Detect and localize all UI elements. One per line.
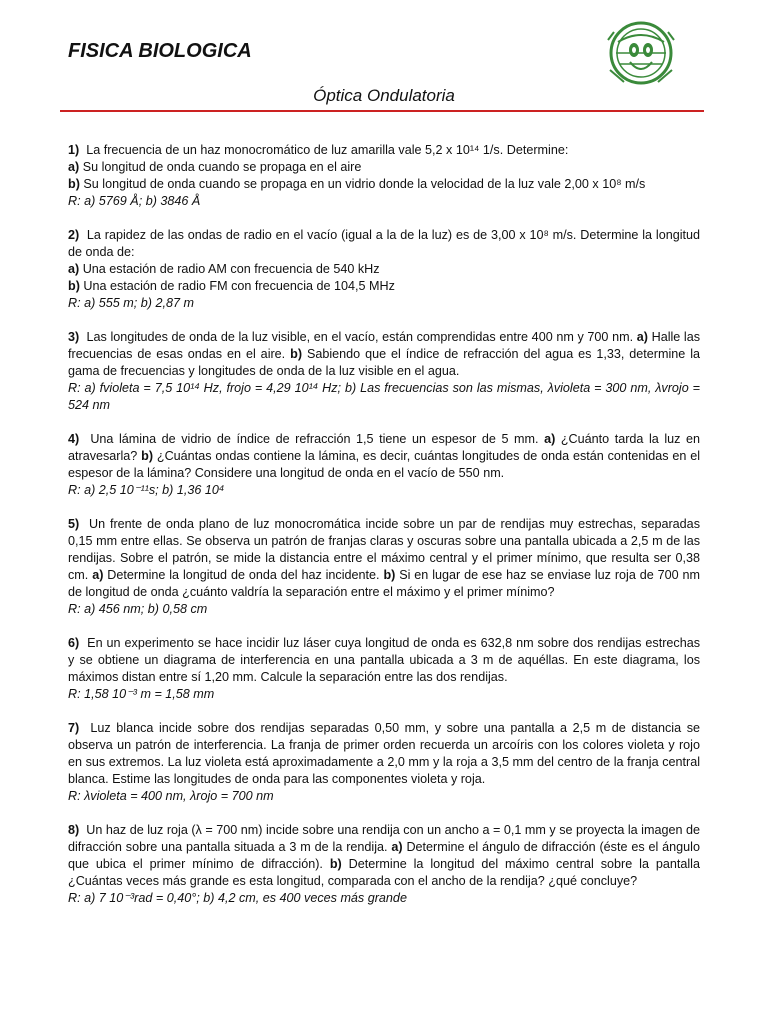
- problem-intro: Un haz de luz roja (λ = 700 nm) incide sobre una rendija con un ancho a = 0,1 mm y se proyecta la imagen de difracción sobre una pantalla situada a 3 m de la rendija.: [68, 823, 701, 854]
- problem-answer: R: λvioleta = 400 nm, λrojo = 700 nm: [68, 789, 274, 803]
- item-label: a): [68, 262, 80, 276]
- problem-intro: La rapidez de las ondas de radio en el vacío (igual a la de la luz) es de 3,00 x 10⁸ m/s. Determine la longitud de onda de:: [68, 228, 701, 259]
- problem-list: [68, 142, 700, 924]
- problem-4: [68, 431, 700, 499]
- item-text: Su longitud de onda cuando se propaga en el aire: [82, 160, 362, 174]
- problem-number: 8): [68, 823, 80, 837]
- problem-3: [68, 329, 700, 414]
- problem-item: [68, 261, 700, 278]
- problem-2: [68, 227, 700, 312]
- item-text: Si en lugar de ese haz se enviase luz roja de 700 nm de longitud de onda ¿cuánto valdría la separación entre el máximo y el primer mínimo?: [68, 568, 701, 599]
- item-text: Determine la longitud del máximo central sobre la pantalla ¿Cuántas veces más grande es esta longitud, comparada con el ancho de la rendija? ¿qué concluye?: [68, 857, 700, 888]
- problem-answer: R: a) 7 10⁻³rad = 0,40°; b) 4,2 cm, es 400 veces más grande: [68, 891, 407, 905]
- problem-intro: Las longitudes de onda de la luz visible, en el vacío, están comprendidas entre 400 nm y 700 nm.: [86, 330, 634, 344]
- problem-statement: [68, 329, 700, 380]
- document-subtitle: Óptica Ondulatoria: [313, 86, 455, 105]
- problem-number: 5): [68, 517, 80, 531]
- item-text: Halle las frecuencias de esas ondas en el aire.: [68, 330, 701, 361]
- problem-answer: R: a) 456 nm; b) 0,58 cm: [68, 602, 208, 616]
- problem-intro: La frecuencia de un haz monocromático de luz amarilla vale 5,2 x 10¹⁴ 1/s. Determine:: [86, 143, 569, 157]
- problem-number: 1): [68, 143, 80, 157]
- problem-1: [68, 142, 700, 210]
- item-label: b): [68, 177, 80, 191]
- item-text: Una estación de radio AM con frecuencia de 540 kHz: [82, 262, 380, 276]
- item-label: b): [141, 449, 154, 463]
- item-text: ¿Cuántas ondas contiene la lámina, es decir, cuántas longitudes de onda están contenidas en el espesor de la lámina? Considere una longitud de onda en el vacío de 550 nm.: [68, 449, 701, 480]
- header-divider: [60, 110, 704, 112]
- problem-statement: [68, 227, 700, 261]
- problem-answer: R: a) 2,5 10⁻¹¹s; b) 1,36 10⁴: [68, 483, 225, 497]
- item-label: a): [544, 432, 556, 446]
- problem-statement: [68, 516, 700, 601]
- problem-number: 6): [68, 636, 80, 650]
- problem-intro: Una lámina de vidrio de índice de refracción 1,5 tiene un espesor de 5 mm.: [90, 432, 539, 446]
- problem-number: 3): [68, 330, 80, 344]
- problem-8: [68, 822, 700, 907]
- item-text: Determine la longitud de onda del haz incidente.: [107, 568, 380, 582]
- problem-5: [68, 516, 700, 618]
- problem-number: 2): [68, 228, 80, 242]
- item-label: b): [383, 568, 396, 582]
- item-text: ¿Cuánto tarda la luz en atravesarla?: [68, 432, 701, 463]
- item-label: b): [68, 279, 80, 293]
- problem-statement: [68, 822, 700, 890]
- problem-number: 4): [68, 432, 80, 446]
- item-label: a): [68, 160, 80, 174]
- item-label: b): [329, 857, 342, 871]
- university-seal-logo: [604, 20, 678, 86]
- problem-answer: R: a) 5769 Å; b) 3846 Å: [68, 194, 201, 208]
- problem-answer: R: a) 555 m; b) 2,87 m: [68, 296, 194, 310]
- problem-item: [68, 176, 700, 193]
- problem-item: [68, 278, 700, 295]
- item-label: a): [391, 840, 403, 854]
- item-label: a): [636, 330, 648, 344]
- problem-answer: R: 1,58 10⁻³ m = 1,58 mm: [68, 687, 215, 701]
- problem-7: [68, 720, 700, 805]
- problem-statement: [68, 431, 700, 482]
- item-label: b): [290, 347, 303, 361]
- problem-6: [68, 635, 700, 703]
- document-title: FISICA BIOLOGICA: [68, 40, 252, 62]
- item-text: Determine el ángulo de difracción (éste es el ángulo que ubica el primer mínimo de difracción).: [68, 840, 700, 871]
- problem-statement: [68, 720, 700, 788]
- item-text: Sabiendo que el índice de refracción del agua es 1,33, determine la gama de frecuencias y longitudes de onda de la luz visible en el agua.: [68, 347, 701, 378]
- item-text: Una estación de radio FM con frecuencia de 104,5 MHz: [83, 279, 395, 293]
- problem-answer: R: a) fvioleta = 7,5 10¹⁴ Hz, frojo = 4,29 10¹⁴ Hz; b) Las frecuencias son las mismas, λvioleta = 300 nm, λvrojo = 524 nm: [68, 381, 700, 412]
- problem-statement: [68, 635, 700, 686]
- problem-intro: Luz blanca incide sobre dos rendijas separadas 0,50 mm, y sobre una pantalla a 2,5 m de distancia se observa un patrón de interferencia. La franja de primer orden recuerda un arcoíris con los colores violeta y rojo en sus extremos. La luz violeta está aproximadamente a 2,0 mm y la roja a 3,5 mm del centro de la franja central blanca. Estime las longitudes de onda para las componentes violeta y roja.: [68, 721, 700, 786]
- problem-item: [68, 159, 700, 176]
- problem-intro: Un frente de onda plano de luz monocromática incide sobre un par de rendijas muy estrechas, separadas 0,15 mm entre ellas. Se observa un patrón de franjas claras y oscuras sobre una pantalla ubicada a 2,5 m de las rendijas. Sobre el patrón, se mide la distancia entre el máximo central y el primer mínimo, que resulta ser 0,38 cm.: [68, 517, 700, 582]
- item-text: Su longitud de onda cuando se propaga en un vidrio donde la velocidad de la luz vale 2,00 x 10⁸ m/s: [83, 177, 646, 191]
- problem-intro: En un experimento se hace incidir luz láser cuya longitud de onda es 632,8 nm sobre dos rendijas estrechas y se obtiene un diagrama de interferencia en una pantalla ubicada a 3 m de aquéllas. En este diagrama, los máximos distan entre sí 1,20 mm. Calcule la separación entre las dos rendijas.: [68, 636, 701, 684]
- problem-number: 7): [68, 721, 80, 735]
- problem-statement: [68, 142, 700, 159]
- item-label: a): [92, 568, 104, 582]
